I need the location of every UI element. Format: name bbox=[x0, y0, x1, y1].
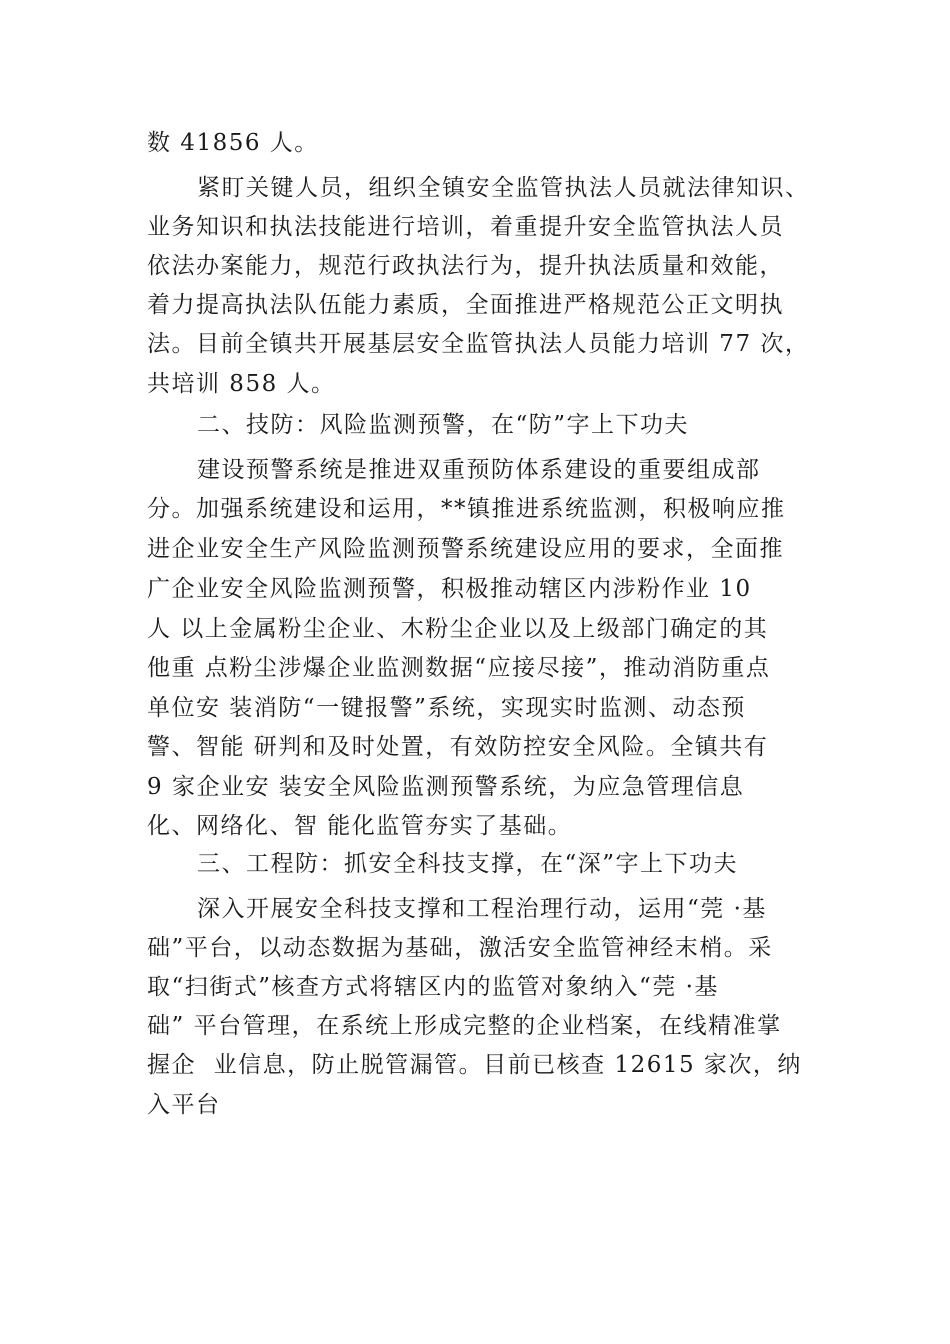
text-line: 业务知识和执法技能进行培训，着重提升安全监管执法人员 bbox=[147, 214, 784, 240]
text-line: 共培训 858 人。 bbox=[147, 371, 336, 397]
text-line: 紧盯关键人员，组织全镇安全监管执法人员就法律知识、 bbox=[197, 175, 810, 201]
text-line: 建设预警系统是推进双重预防体系建设的重要组成部 bbox=[197, 457, 761, 483]
section-heading: 三、工程防：抓安全科技支撑，在“深”字上下功夫 bbox=[197, 851, 739, 877]
text-line: 法。目前全镇共开展基层安全监管执法人员能力培训 77 次， bbox=[147, 331, 810, 357]
text-line: 依法办案能力，规范行政执法行为，提升执法质量和效能， bbox=[147, 253, 784, 279]
text-line: 础” 平台管理，在系统上形成完整的企业档案，在线精准掌 bbox=[147, 1013, 782, 1039]
text-line: 分。加强系统建设和运用，**镇推进系统监测，积极响应推 bbox=[147, 496, 786, 522]
text-line: 化、网络化、智 能化监管夯实了基础。 bbox=[147, 813, 573, 839]
text-line: 9 家企业安 装安全风险监测预警系统，为应急管理信息 bbox=[147, 774, 745, 800]
text-line: 深入开展安全科技支撑和工程治理行动，运用“莞 ·基 bbox=[197, 896, 767, 922]
text-line: 警、智能 研判和及时处置，有效防控安全风险。全镇共有 bbox=[147, 734, 769, 760]
text-line: 单位安 装消防“一键报警”系统，实现实时监测、动态预 bbox=[147, 695, 746, 721]
text-line: 广企业安全风险监测预警，积极推动辖区内涉粉作业 10 bbox=[147, 576, 752, 602]
text-line: 他重 点粉尘涉爆企业监测数据“应接尽接”，推动消防重点 bbox=[147, 655, 771, 681]
section-heading: 二、技防：风险监测预警，在“防”字上下功夫 bbox=[197, 412, 690, 438]
text-line: 着力提高执法队伍能力素质，全面推进严格规范公正文明执 bbox=[147, 292, 784, 318]
text-line: 取“扫街式”核查方式将辖区内的监管对象纳入“莞 ·基 bbox=[147, 974, 719, 1000]
text-line: 入平台 bbox=[147, 1092, 221, 1118]
text-line: 人 以上金属粉尘企业、木粉尘企业以及上级部门确定的其 bbox=[147, 616, 769, 642]
text-line: 进企业安全生产风险监测预警系统建设应用的要求，全面推 bbox=[147, 536, 784, 562]
text-line: 础”平台，以动态数据为基础，激活安全监管神经末梢。采 bbox=[147, 935, 773, 961]
text-line: 握企 业信息，防止脱管漏管。目前已核查 12615 家次，纳 bbox=[147, 1052, 802, 1078]
text-line: 数 41856 人。 bbox=[147, 130, 319, 156]
